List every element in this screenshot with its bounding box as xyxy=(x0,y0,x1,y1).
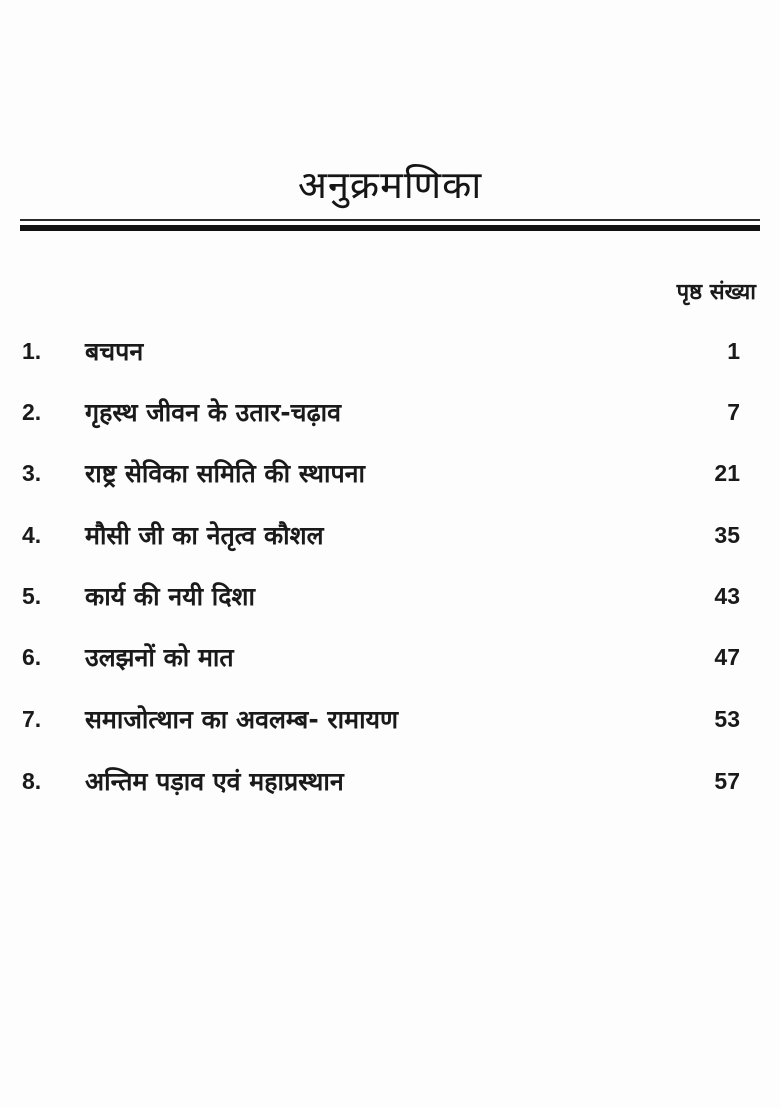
entry-page: 47 xyxy=(714,644,740,670)
entry-number: 5. xyxy=(22,583,42,609)
toc-entry xyxy=(0,514,780,564)
entry-title: मौसी जी का नेतृत्व कौशल xyxy=(85,521,324,550)
entry-page: 43 xyxy=(714,583,740,609)
entry-title: समाजोत्थान का अवलम्ब- रामायण xyxy=(85,705,399,734)
title-divider-thin xyxy=(20,219,760,221)
toc-entry xyxy=(0,452,780,502)
entry-number: 8. xyxy=(22,768,42,794)
entry-page: 1 xyxy=(727,338,740,364)
entry-page: 7 xyxy=(727,399,740,425)
entry-page: 57 xyxy=(714,768,740,794)
entry-title: बचपन xyxy=(85,337,144,366)
page-title: अनुक्रमणिका xyxy=(297,163,483,207)
title-divider-thick xyxy=(20,225,760,231)
entry-number: 2. xyxy=(22,399,42,425)
entry-title: राष्ट्र सेविका समिति की स्थापना xyxy=(85,459,366,488)
page-number-column-header: पृष्ठ संख्या xyxy=(676,280,756,305)
entry-number: 7. xyxy=(22,706,42,732)
toc-entry xyxy=(0,760,780,810)
entry-page: 53 xyxy=(714,706,740,732)
entry-number: 1. xyxy=(22,338,42,364)
toc-entry xyxy=(0,575,780,625)
entry-page: 35 xyxy=(714,522,740,548)
entry-number: 3. xyxy=(22,460,42,486)
entry-number: 4. xyxy=(22,522,42,548)
toc-entry xyxy=(0,391,780,441)
toc-entry xyxy=(0,636,780,686)
entry-title: कार्य की नयी दिशा xyxy=(85,582,256,611)
entry-title: उलझनों को मात xyxy=(85,643,234,672)
entry-page: 21 xyxy=(714,460,740,486)
entry-title: अन्तिम पड़ाव एवं महाप्रस्थान xyxy=(85,767,344,796)
entry-title: गृहस्थ जीवन के उतार-चढ़ाव xyxy=(85,398,342,427)
toc-entry xyxy=(0,330,780,380)
toc-entry xyxy=(0,698,780,748)
entry-number: 6. xyxy=(22,644,42,670)
